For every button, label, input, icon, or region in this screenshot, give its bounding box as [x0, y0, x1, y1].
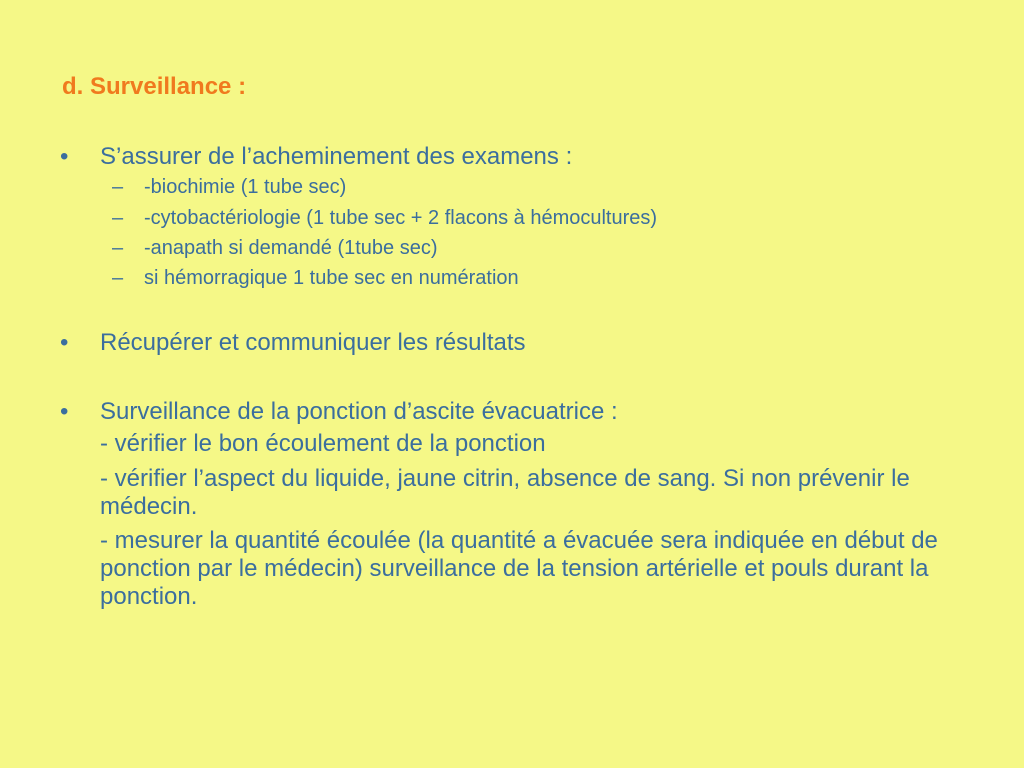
bullet-text: Surveillance de la ponction d’ascite évacuatrice :: [100, 398, 618, 425]
slide-title: d. Surveillance :: [62, 73, 247, 100]
bullet-icon: •: [60, 329, 69, 356]
bullet-icon: •: [60, 398, 69, 425]
bullet-text: Récupérer et communiquer les résultats: [100, 329, 526, 356]
paragraph-aspect-liquide: - vérifier l’aspect du liquide, jaune citrin, absence de sang. Si non prévenir le médecin.: [100, 465, 910, 520]
dash-icon: –: [112, 237, 124, 259]
dash-icon: –: [112, 207, 124, 229]
sub-item-text: -biochimie (1 tube sec): [144, 176, 347, 198]
bullet-text: S’assurer de l’acheminement des examens :: [100, 143, 573, 170]
sub-item-text: -anapath si demandé (1tube sec): [144, 237, 438, 259]
paragraph-ecoulement: - vérifier le bon écoulement de la ponction: [100, 430, 546, 457]
sub-item-text: si hémorragique 1 tube sec en numération: [144, 267, 519, 289]
dash-icon: –: [112, 267, 124, 289]
sub-item-text: -cytobactériologie (1 tube sec + 2 flacons à hémocultures): [144, 207, 658, 229]
bullet-icon: •: [60, 143, 69, 170]
dash-icon: –: [112, 176, 124, 198]
paragraph-quantite: - mesurer la quantité écoulée (la quantité a évacuée sera indiquée en début de ponction par le médecin) surveillance de la tension artérielle et pouls durant la ponction.: [100, 527, 938, 610]
